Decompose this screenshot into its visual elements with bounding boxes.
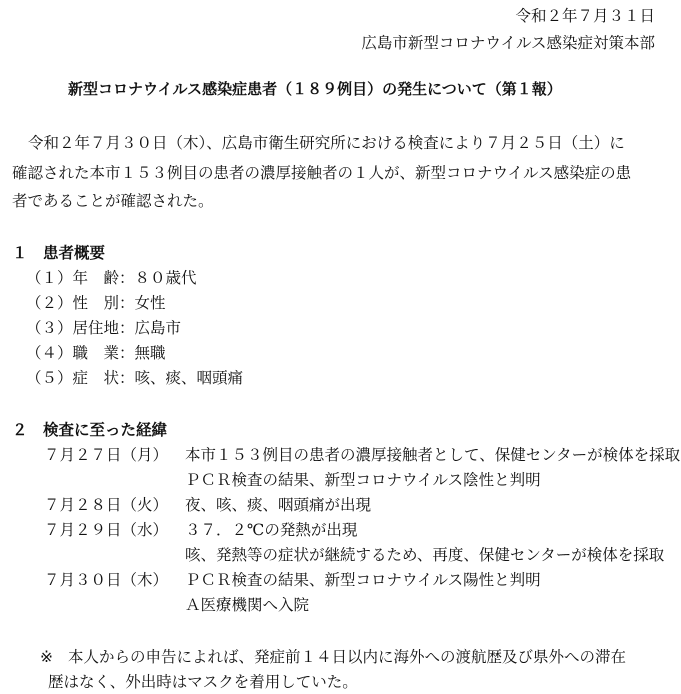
- timeline-event: ＰＣＲ検査の結果、新型コロナウイルス陽性と判明: [185, 571, 541, 589]
- timeline-event: Ａ医療機関へ入院: [185, 596, 310, 614]
- intro-line-1: 令和２年７月３０日（木）、広島市衛生研究所における検査により７月２５日（土）に: [28, 134, 625, 152]
- issuer-name: 広島市新型コロナウイルス感染症対策本部: [361, 34, 655, 52]
- intro-line-2: 確認された本市１５３例目の患者の濃厚接触者の１人が、新型コロナウイルス感染症の患: [12, 164, 632, 182]
- section-heading-patient-overview: １ 患者概要: [12, 244, 106, 262]
- note-mark: ※: [40, 648, 53, 666]
- timeline-event: 本市１５３例目の患者の濃厚接触者として、保健センターが検体を採取: [185, 446, 681, 464]
- timeline-event: 夜、咳、痰、咽頭痛が出現: [185, 496, 372, 514]
- timeline-event: 咳、発熱等の症状が継続するため、再度、保健センターが検体を採取: [185, 546, 665, 564]
- note-line-2: 歴はなく、外出時はマスクを着用していた。: [48, 673, 358, 691]
- timeline-date: ７月２８日（火）: [44, 496, 169, 514]
- timeline-event: ３７．２℃の発熱が出現: [185, 521, 358, 539]
- timeline-date: ７月２７日（月）: [44, 446, 169, 464]
- intro-line-3: 者であることが確認された。: [12, 192, 214, 210]
- timeline-date: ７月２９日（水）: [44, 521, 169, 539]
- timeline-date: ７月３０日（木）: [44, 571, 169, 589]
- timeline-event: ＰＣＲ検査の結果、新型コロナウイルス陰性と判明: [185, 471, 541, 489]
- release-date: 令和２年７月３１日: [515, 7, 655, 25]
- document-title: 新型コロナウイルス感染症患者（１８９例目）の発生について（第１報）: [68, 80, 562, 98]
- patient-sex: （２）性 別：女性: [26, 294, 166, 312]
- patient-residence: （３）居住地：広島市: [26, 319, 182, 337]
- patient-symptoms: （５）症 状：咳、痰、咽頭痛: [26, 369, 244, 387]
- note-line-1: 本人からの申告によれば、発症前１４日以内に海外への渡航歴及び県外への滞在: [68, 648, 627, 666]
- patient-age: （１）年 齢：８０歳代: [26, 269, 197, 287]
- section-heading-test-history: ２ 検査に至った経緯: [12, 421, 168, 439]
- patient-occupation: （４）職 業：無職: [26, 344, 166, 362]
